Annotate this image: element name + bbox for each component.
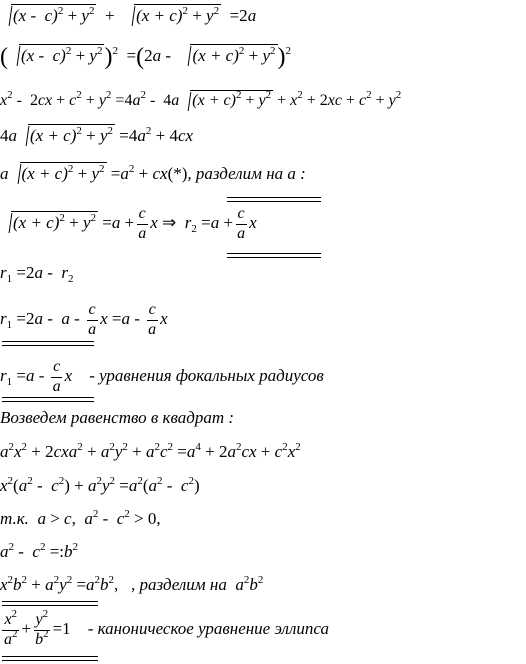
equation-focal-radii: $r_1 =a$ - $\frac{c}{a}$ x - уравнения фокальных радиусов <box>0 358 324 395</box>
star-mark: (*) <box>167 164 188 183</box>
equation-r2: $(x + c)^2 + y^2 =a$ + $\frac{c}{a}$ x ⇒ $r_2 =a$ + $\frac{c}{a}$ x <box>0 206 257 243</box>
focal-radii-caption: - уравнения фокальных радиусов <box>89 366 324 386</box>
box-canonical-top <box>2 601 98 606</box>
equation-simplified: 4a $(x + c)^2 + y^2 =4a^2 + 4cx$ <box>0 125 194 145</box>
equation-r1-expanded: $r_1 =2a - a$ - $\frac{c}{a}$ x =a - $\frac{c}{a}$ x <box>0 301 168 338</box>
box-canonical-bottom <box>2 656 98 661</box>
box-r1-top <box>2 341 94 346</box>
implies-arrow: ⇒ <box>162 213 177 233</box>
box-r1-bottom <box>2 397 94 402</box>
equation-b-def: $a^2 - c^2$ $=:b^2$ <box>0 541 79 561</box>
canonical-caption: - каноническое уравнение эллипса <box>87 619 329 639</box>
box-r2-top <box>227 197 321 202</box>
equation-canonical: $\frac{x^2}{a^2}$ + $\frac{y^2}{b^2}$ =1 - каноническое уравнение эллипса <box>4 608 329 648</box>
condition-note: т.к. a > c, $a^2 - c^2 > 0$, <box>0 508 161 528</box>
equation-expanded: $x^2 - 2cx + c^2 + y^2 =4a^2 - 4a$ $(x + c)^2 + y^2 + x^2 + 2xc + c^2 + y^2$ <box>0 89 402 109</box>
square-note: Возведем равенство в квадрат : <box>0 408 235 427</box>
equation-r1: $r_1 =2a - r_2$ <box>0 263 74 285</box>
equation-sum-of-distances: $(x - c)^2 + y^2 + (x + c)^2 + y^2 =2a$ <box>0 4 256 24</box>
equation-squared: ( $(x - c)^2 + y^2)^2 =(2a - (x + c)^2 + y^2)^2$ <box>0 44 292 70</box>
equation-grouped: $x^2(a^2 - c^2) + a^2y^2 =a^2(a^2 - c^2)$ <box>0 475 200 495</box>
divide-by-a-note: , разделим на a : <box>187 164 306 183</box>
sqrt-left: $(x - c)^2 + y^2$ <box>0 4 96 24</box>
divide-note: , разделим на <box>131 575 227 594</box>
equation-squared-expanded: $a^2x^2 + 2cxa^2 + a^2y^2 + a^2c^2 =a^4 + 2a^2cx + c^2x^2$ <box>0 441 301 461</box>
equation-before-divide: $x^2b^2 + a^2y^2 =a^2b^2$, , разделим на $a^2b^2$ <box>0 574 264 594</box>
equation-star: a $(x + c)^2 + y^2 =a^2 + cx(*)$, разделим на a : <box>0 163 306 183</box>
sqrt-right: $(x + c)^2 + y^2$ <box>123 4 221 24</box>
box-r2-bottom <box>227 253 321 258</box>
